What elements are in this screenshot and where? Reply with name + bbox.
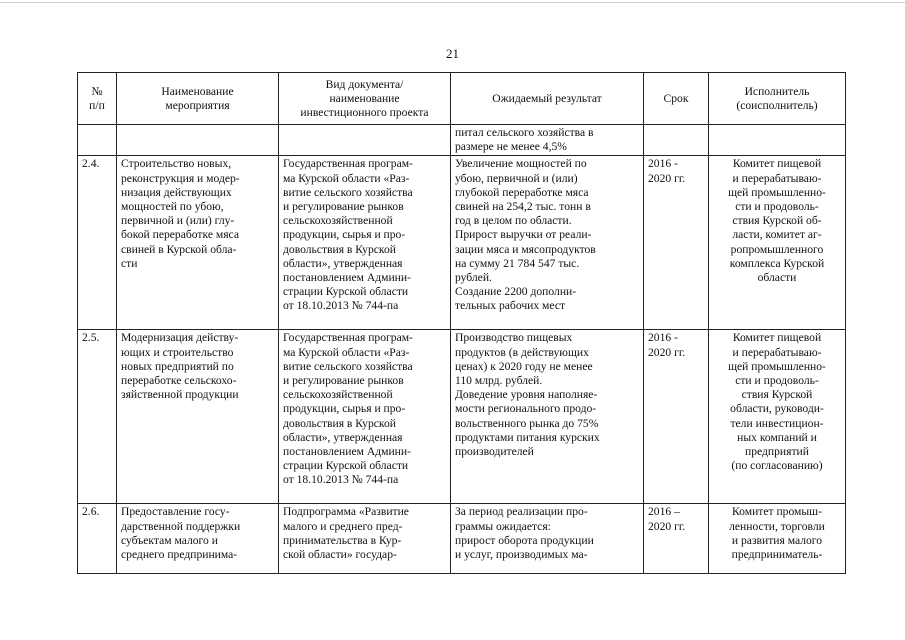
text-line: и перерабатываю- — [732, 345, 822, 359]
cell-executor — [709, 504, 846, 574]
text-line: довольствия в Курской — [283, 416, 396, 430]
text-line: ценах) к 2020 году не менее — [455, 359, 593, 373]
text-line: постановлением Админи- — [283, 271, 411, 285]
text-line: области», утвержденная — [283, 430, 403, 444]
measures-table — [77, 72, 846, 574]
text-line: вольственного рынка до 75% — [455, 416, 599, 430]
text-line: инвестиционного проекта — [300, 105, 429, 119]
cell-name — [117, 156, 279, 330]
text-line: мероприятия — [165, 98, 230, 112]
text-line: Увеличение мощностей по — [455, 157, 587, 171]
cell-result — [451, 125, 644, 156]
text-line: предприниматель- — [731, 548, 823, 562]
cell-term — [644, 156, 709, 330]
text-line: ленности, торговли — [729, 519, 825, 533]
cell-num: 2.6. — [78, 504, 117, 574]
cell-doc — [279, 156, 451, 330]
text-line: ющих и строительство — [121, 345, 234, 359]
text-line: зации мяса и мясопродуктов — [455, 242, 596, 256]
header-executor — [709, 73, 846, 125]
text-line: 2020 гг. — [648, 345, 686, 359]
text-line: сельскохозяйственной — [283, 214, 393, 228]
text-line: продуктов (в действующих — [455, 345, 589, 359]
text-line: постановлением Админи- — [283, 445, 411, 459]
text-line: Комитет промыш- — [732, 505, 822, 519]
text-line: принимательства в Кур- — [283, 533, 402, 547]
table-row — [78, 156, 846, 330]
text-line: и услуг, производимых ма- — [455, 548, 588, 562]
text-line: Исполнитель — [744, 84, 810, 98]
text-line: продукции, сырья и про- — [283, 228, 406, 242]
text-line: довольствия в Курской — [283, 242, 396, 256]
header-name — [117, 73, 279, 125]
text-line: переработке сельскохо- — [121, 374, 237, 388]
text-line: и перерабатываю- — [732, 171, 822, 185]
table-row — [78, 504, 846, 574]
cell-result — [451, 156, 644, 330]
text-line: Государственная програм- — [283, 331, 413, 345]
cell-term — [644, 504, 709, 574]
cell-num: 2.5. — [78, 330, 117, 504]
text-line: Доведение уровня наполняе- — [455, 388, 598, 402]
text-line: сти — [121, 256, 138, 270]
text-line: ропромышленного — [730, 242, 824, 256]
text-line: 2016 - — [648, 157, 678, 171]
text-line: продукции, сырья и про- — [283, 402, 406, 416]
text-line: Вид документа/ — [325, 77, 404, 91]
table-header-row — [78, 73, 846, 125]
text-line: продуктами питания курских — [455, 430, 600, 444]
cell-result — [451, 504, 644, 574]
text-line: Комитет пищевой — [732, 331, 822, 345]
text-line: витие сельского хозяйства — [283, 359, 413, 373]
text-line: области — [757, 271, 797, 285]
text-line: Ожидаемый результат — [492, 91, 602, 105]
cell-term — [644, 330, 709, 504]
text-line: питал сельского хозяйства в — [455, 126, 594, 139]
cell-empty — [78, 125, 117, 156]
text-line: производителей — [455, 445, 534, 459]
text-line: тельных рабочих мест — [455, 299, 566, 313]
cell-empty — [117, 125, 279, 156]
text-line: и регулирование рынков — [283, 200, 404, 214]
text-line: размере не менее 4,5% — [455, 140, 567, 154]
text-line: (по согласованию) — [731, 459, 823, 473]
table-row-continuation — [78, 125, 846, 156]
cell-executor — [709, 156, 846, 330]
text-line: новых предприятий по — [121, 359, 234, 373]
text-line: № — [91, 84, 103, 98]
header-doc — [279, 73, 451, 125]
cell-executor — [709, 330, 846, 504]
text-line: Наименование — [161, 84, 234, 98]
text-line: п/п — [89, 98, 105, 112]
text-line: дарственной поддержки — [121, 519, 241, 533]
text-line: Производство пищевых — [455, 331, 573, 345]
text-line: 110 млрд. рублей. — [455, 374, 543, 388]
top-rule — [0, 2, 905, 3]
text-line: ма Курской области «Раз- — [283, 345, 410, 359]
text-line: Строительство новых, — [121, 157, 232, 171]
text-line: витие сельского хозяйства — [283, 185, 413, 199]
text-line: страции Курской области — [283, 459, 409, 473]
cell-result — [451, 330, 644, 504]
text-line: ской области» государ- — [283, 548, 397, 562]
header-result — [451, 73, 644, 125]
text-line: 2020 гг. — [648, 519, 686, 533]
text-line: предприятий — [745, 445, 809, 459]
cell-empty — [644, 125, 709, 156]
text-line: сельскохозяйственной — [283, 388, 393, 402]
text-line: 2016 - — [648, 331, 678, 345]
text-line: год в целом по области. — [455, 214, 572, 228]
text-line: среднего предпринима- — [121, 548, 238, 562]
text-line: первичной и (или) глу- — [121, 214, 235, 228]
text-line: мощностей по убою, — [121, 200, 224, 214]
text-line: малого и среднего пред- — [283, 519, 403, 533]
text-line: комплекса Курской — [729, 256, 825, 270]
cell-name — [117, 504, 279, 574]
cell-empty — [709, 125, 846, 156]
cell-empty — [279, 125, 451, 156]
text-line: щей промышленно- — [728, 359, 826, 373]
cell-num: 2.4. — [78, 156, 117, 330]
text-line: и регулирование рынков — [283, 374, 404, 388]
text-line: Государственная програм- — [283, 157, 413, 171]
text-line: ствия Курской — [741, 388, 813, 402]
text-line: За период реализации про- — [455, 505, 588, 519]
text-line: щей промышленно- — [728, 185, 826, 199]
text-line: сти и продоволь- — [735, 200, 819, 214]
text-line: ма Курской области «Раз- — [283, 171, 410, 185]
text-line: бокой переработке мяса — [121, 228, 239, 242]
page-number: 21 — [446, 46, 459, 61]
text-line: на сумму 21 784 547 тыс. — [455, 256, 580, 270]
text-line: зяйственной продукции — [121, 388, 239, 402]
text-line: граммы ожидается: — [455, 519, 551, 533]
text-line: прирост оборота продукции — [455, 533, 594, 547]
text-line: области», утвержденная — [283, 256, 403, 270]
text-line: 2016 – — [648, 505, 680, 519]
text-line: Срок — [663, 91, 689, 105]
text-line: ных компаний и — [737, 430, 817, 444]
text-line: 2020 гг. — [648, 171, 686, 185]
header-num — [78, 73, 117, 125]
cell-doc — [279, 504, 451, 574]
text-line: низация действующих — [121, 185, 232, 199]
text-line: Предоставление госу- — [121, 505, 230, 519]
text-line: Прирост выручки от реали- — [455, 228, 592, 242]
text-line: свиней на 254,2 тыс. тонн в — [455, 200, 591, 214]
text-line: реконструкция и модер- — [121, 171, 240, 185]
text-line: наименование — [329, 91, 400, 105]
cell-doc — [279, 330, 451, 504]
text-line: ствия Курской об- — [732, 214, 822, 228]
text-line: рублей. — [455, 271, 492, 285]
header-term — [644, 73, 709, 125]
text-line: убою, первичной и (или) — [455, 171, 578, 185]
text-line: Комитет пищевой — [732, 157, 822, 171]
text-line: страции Курской области — [283, 285, 409, 299]
text-line: субъектам малого и — [121, 533, 218, 547]
text-line: Подпрограмма «Развитие — [283, 505, 409, 519]
text-line: сти и продоволь- — [735, 374, 819, 388]
text-line: ласти, комитет аг- — [732, 228, 822, 242]
text-line: тели инвестицион- — [730, 416, 824, 430]
text-line: Модернизация действу- — [121, 331, 239, 345]
text-line: и развития малого — [731, 533, 823, 547]
text-line: (соисполнитель) — [736, 98, 818, 112]
text-line: глубокой переработке мяса — [455, 185, 589, 199]
text-line: области, руководи- — [730, 402, 824, 416]
cell-name — [117, 330, 279, 504]
text-line: Создание 2200 дополни- — [455, 285, 577, 299]
text-line: мости регионального продо- — [455, 402, 597, 416]
text-line: от 18.10.2013 № 744-па — [283, 473, 399, 487]
text-line: от 18.10.2013 № 744-па — [283, 299, 399, 313]
text-line: свиней в Курской обла- — [121, 242, 237, 256]
table-row — [78, 330, 846, 504]
